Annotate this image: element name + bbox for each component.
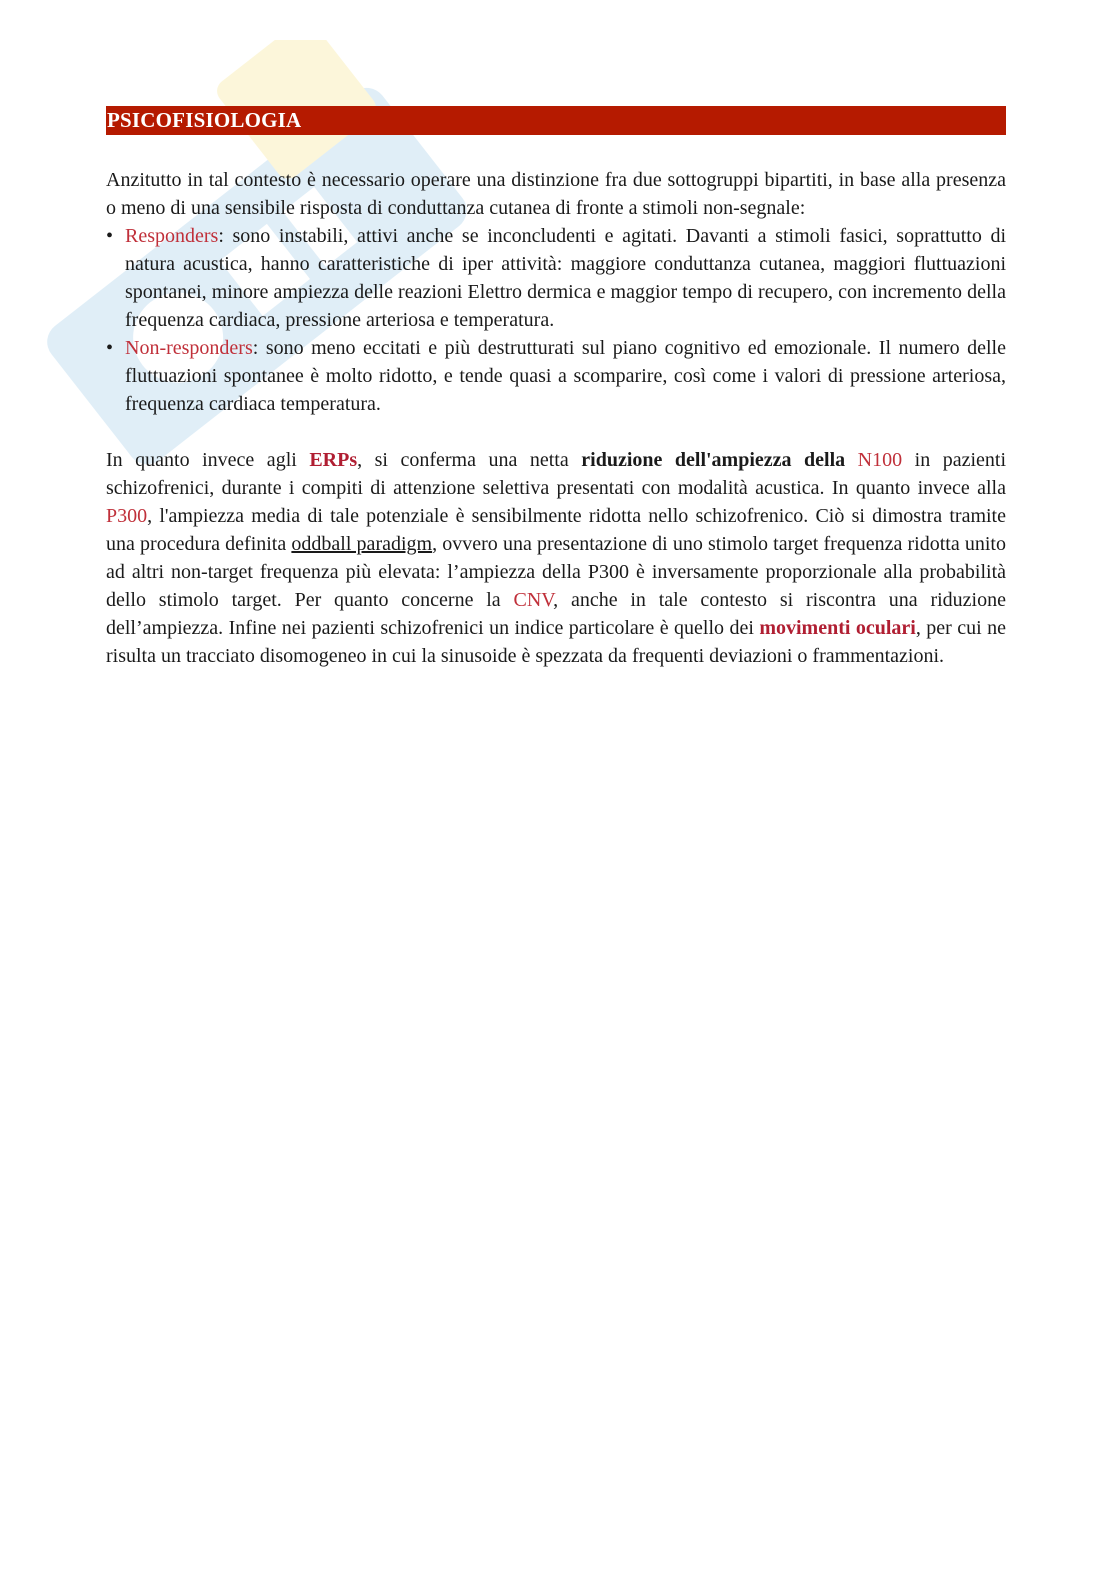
text-run: , per cui ne risulta un tracciato disomogeneo in cui la sinusoide è spezzata da frequenti deviazioni o frammentazioni. (106, 617, 1006, 667)
text-run: In quanto invece agli (106, 449, 310, 471)
term-responders: Responders (125, 225, 219, 247)
section-title-bar (106, 106, 1006, 135)
term-n100: N100 (857, 449, 903, 471)
term-cnv: CNV (513, 589, 554, 611)
term-movimenti-oculari: movimenti oculari (759, 617, 916, 639)
list-item (106, 222, 1006, 334)
term-p300: P300 (106, 505, 148, 527)
erp-paragraph (106, 446, 1006, 670)
responders-text: : sono instabili, attivi anche se inconcludenti e agitati. Davanti a stimoli fasici, soprattutto di natura acustica, hanno caratteristiche di iper attività: maggiore conduttanza cutanea, maggiori fluttuazioni spontanei, minore ampiezza delle reazioni Elettro dermica e maggior tempo di recupero, con incremento della frequenza cardiaca, pressione arteriosa e temperatura. (125, 225, 1006, 331)
term-oddball-paradigm: oddball paradigm (291, 533, 433, 555)
term-erps: ERPs (309, 449, 358, 471)
text-run: , si conferma una netta (357, 449, 582, 471)
section-title: PSICOFISIOLOGIA (107, 108, 302, 132)
list-item (106, 334, 1006, 418)
text-run: , ovvero una presentazione di uno stimolo target frequenza ridotta unito ad altri non-target frequenza più elevata: l’ampiezza della P300 è inversamente proporzionale alla probabilità dello stimolo target. Per quanto concerne la (106, 533, 1006, 611)
text-run: , anche in tale contesto si riscontra una riduzione dell’ampiezza. Infine nei pazienti schizofrenici un indice particolare è quello dei (106, 589, 1006, 639)
document-body (106, 106, 1006, 670)
non-responders-text: : sono meno eccitati e più destrutturati sul piano cognitivo ed emozionale. Il numero delle fluttuazioni spontanee è molto ridotto, e tende quasi a scomparire, così come i valori di pressione arteriosa, frequenza cardiaca temperatura. (125, 337, 1006, 415)
text-run: in pazienti schizofrenici, durante i compiti di attenzione selettiva presentati con modalità acustica. In quanto invece alla (106, 449, 1007, 499)
bold-phrase: riduzione dell'ampiezza della (581, 449, 846, 471)
text-run (845, 449, 858, 471)
intro-paragraph: Anzitutto in tal contesto è necessario operare una distinzione fra due sottogruppi bipartiti, in base alla presenza o meno di una sensibile risposta di conduttanza cutanea di fronte a stimoli non-segnale: (106, 169, 1006, 219)
bullet-list (106, 222, 1006, 418)
text-run: , l'ampiezza media di tale potenziale è sensibilmente ridotta nello schizofrenico. Ciò si dimostra tramite una procedura definita (106, 505, 1006, 555)
term-non-responders: Non-responders (125, 337, 253, 359)
